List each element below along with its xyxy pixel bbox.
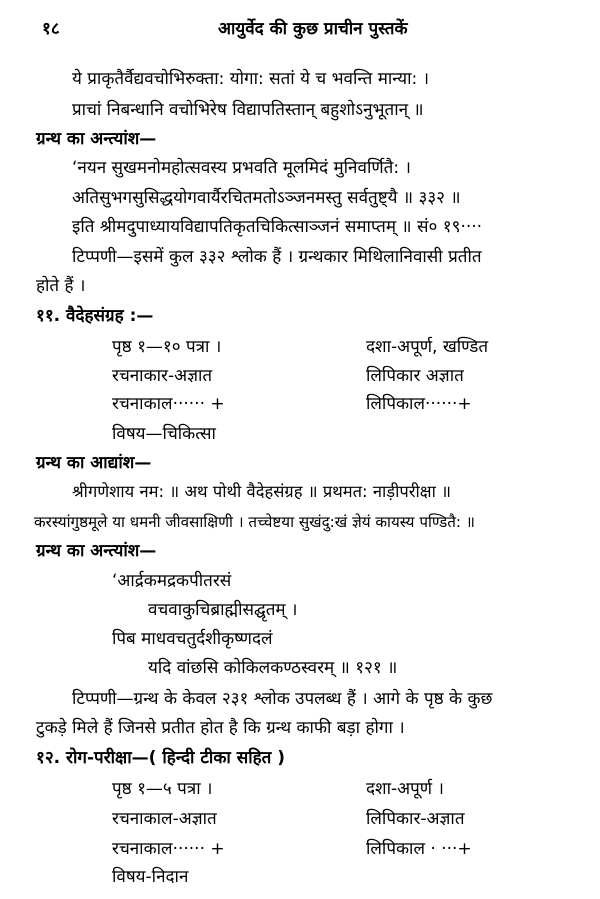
verse-line: अतिसुभगसुसिद्धयोगवार्यैरचितमतोऽञ्जनमस्तु सर्वतुष्ट्यै ॥ ३३२ ॥	[72, 188, 461, 208]
entry-composition-date: रचनाकाल······ +	[112, 394, 225, 414]
running-title: आयुर्वेद की कुछ प्राचीन पुस्तकें	[218, 19, 408, 39]
verse-line: प्राचां निबन्धानि वचोभिरेष विद्यापतिस्तान् बहुशोऽनुभूतान् ॥	[72, 100, 424, 120]
entry-pages: पृष्ठ १—१० पत्रा ।	[112, 337, 222, 357]
section-heading: ग्रन्थ का अन्त्यांश—	[36, 129, 157, 149]
verse-line: ये प्राकृतैर्वैद्यवचोभिरुक्ता: योगा: सतां ये च भवन्ति मान्या: ।	[72, 69, 430, 89]
verse-line: वचवाकुचिब्राह्मीसद्घृतम् ।	[148, 600, 298, 620]
verse-line: करस्यांगुष्ठमूले या धमनी जीवसाक्षिणी । तच्चेष्टया सुखंदु:खं ज्ञेयं कायस्य पण्डितै: ॥	[34, 513, 475, 531]
verse-line: ‘नयन सुखमनोमहोत्सवस्य प्रभवति मूलमिदं मुनिवर्णितै: ।	[72, 158, 411, 178]
verse-line: यदि वांछसि कोकिलकण्ठस्वरम् ॥ १२१ ॥	[148, 658, 398, 678]
entry-author: रचनाकाल-अज्ञात	[112, 809, 217, 829]
section-heading: ग्रन्थ का अन्त्यांश—	[36, 541, 157, 561]
note-line: टिप्पणी—ग्रन्थ के केवल २३१ श्लोक उपलब्ध हैं । आगे के पृष्ठ के कुछ	[72, 689, 493, 709]
verse-line: पिब माधवचतुर्दशीकृष्णदलं	[112, 629, 273, 649]
entry-condition: दशा-अपूर्ण, खण्डित	[366, 337, 489, 357]
entry-pages: पृष्ठ १—५ पत्रा ।	[112, 779, 213, 799]
note-line: टुकड़े मिले हैं जिनसे प्रतीत होत है कि ग्रन्थ काफी बड़ा होगा ।	[36, 718, 405, 738]
verse-line: ‘आर्द्रकमद्रकपीतरसं	[112, 571, 232, 591]
entry-copy-date: लिपिकाल · ···+	[366, 839, 472, 859]
page-number: १८	[42, 19, 60, 39]
verse-line: श्रीगणेशाय नम: ॥ अथ पोथी वैदेहसंग्रह ॥ प्रथमत: नाड़ीपरीक्षा ॥	[72, 482, 451, 501]
entry-heading: १२. रोग-परीक्षा—( हिन्दी टीका सहित )	[36, 748, 286, 768]
entry-scribe: लिपिकार अज्ञात	[366, 366, 464, 386]
entry-scribe: लिपिकार-अज्ञात	[366, 809, 465, 829]
entry-author: रचनाकार-अज्ञात	[112, 366, 213, 386]
note-line: होते हैं ।	[36, 276, 86, 296]
entry-composition-date: रचनाकाल······ +	[112, 839, 225, 859]
entry-copy-date: लिपिकाल······+	[366, 394, 472, 414]
entry-subject: विषय-निदान	[112, 867, 189, 887]
note-line: टिप्पणी—इसमें कुल ३३२ श्लोक हैं । ग्रन्थकार मिथिलानिवासी प्रतीत	[72, 247, 482, 267]
entry-heading: ११. वैदेहसंग्रह :—	[36, 306, 154, 326]
colophon-line: इति श्रीमदुपाध्यायविद्यापतिकृतचिकित्साञ्जनं समाप्तम् ॥ सं० १९····	[72, 217, 483, 237]
entry-condition: दशा-अपूर्ण ।	[366, 779, 444, 799]
section-heading: ग्रन्थ का आद्यांश—	[36, 453, 152, 473]
entry-subject: विषय—चिकित्सा	[112, 424, 216, 444]
